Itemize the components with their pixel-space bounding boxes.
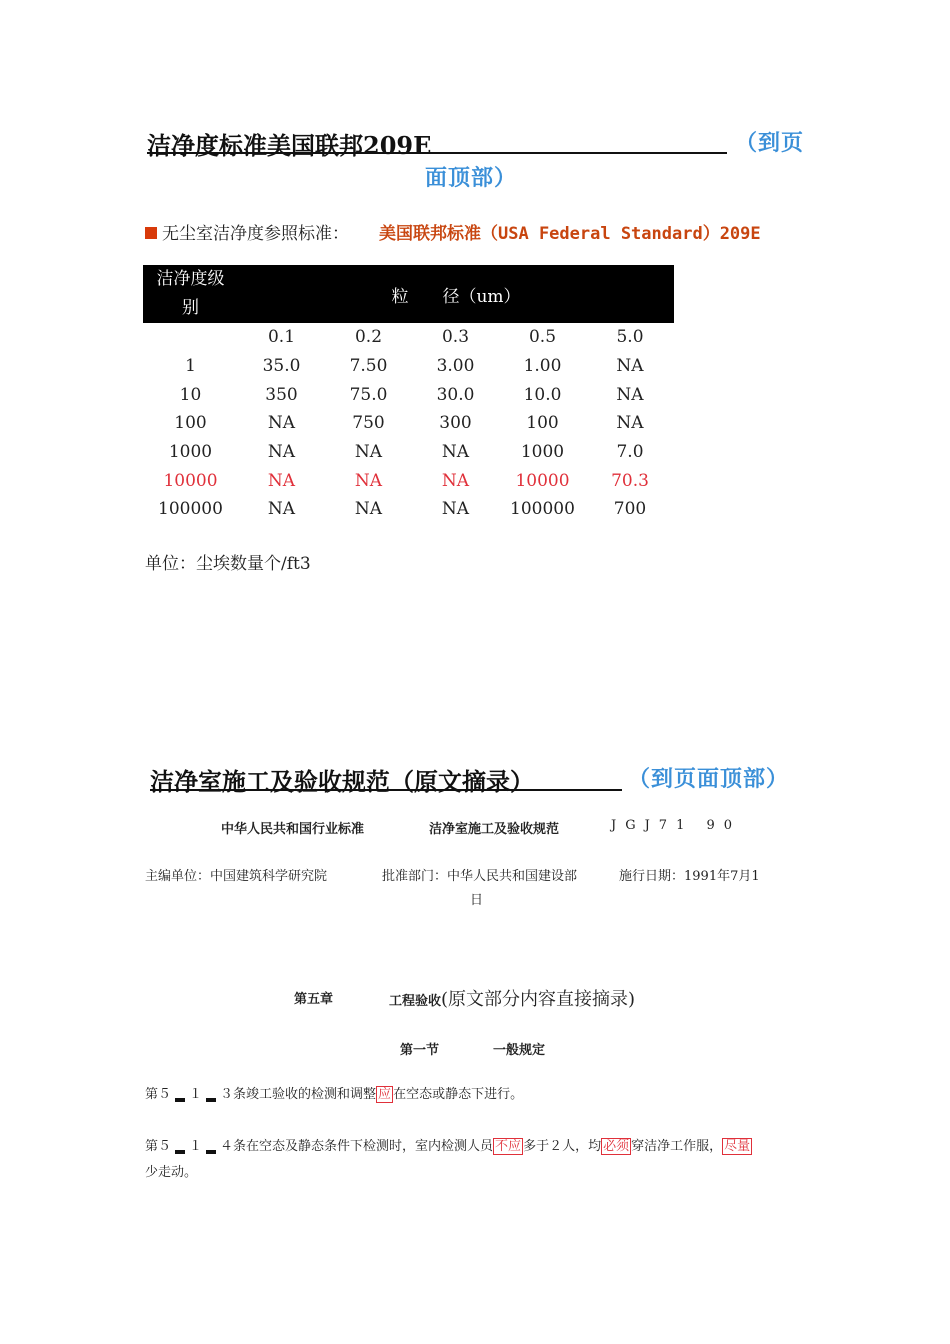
table-cell: 100 <box>526 413 559 434</box>
effective-date: 施行日期：1991年7月1 <box>619 869 760 884</box>
table-cell: 300 <box>439 413 472 434</box>
clause-prefix: 第５ <box>145 1087 172 1102</box>
header-particle-size: 粒 径（um） <box>238 265 674 323</box>
table-cell: 30.0 <box>436 384 475 405</box>
table-cell: 10.0 <box>523 384 562 405</box>
table-cell: NA <box>616 356 644 377</box>
table-cell: 1000 <box>520 442 565 463</box>
clause-text: 穿洁净工作服， <box>631 1139 723 1154</box>
separator-mark <box>175 1098 185 1102</box>
title-underline <box>147 152 727 154</box>
clause-prefix: 第５ <box>145 1139 172 1154</box>
table-row <box>143 409 674 438</box>
header-grade: 洁净度级 别 <box>143 265 238 323</box>
section-number: 第一节 <box>400 1043 440 1058</box>
back-to-top-link-2[interactable]: （到页面顶部） <box>628 767 790 792</box>
section2-title: 洁净室施工及验收规范（原文摘录） <box>150 767 534 796</box>
square-bullet-icon <box>145 227 157 239</box>
table-cell: NA <box>267 499 296 520</box>
table-cell: NA <box>441 442 470 463</box>
table-cell: 0.1 <box>267 327 296 348</box>
separator-mark <box>206 1098 216 1102</box>
table-cell: NA <box>267 470 296 491</box>
table-cell: NA <box>354 470 383 491</box>
reference-label: 无尘室洁净度参照标准： <box>162 224 349 244</box>
boxed-term: 必须 <box>603 1139 630 1154</box>
standard-name: 洁净室施工及验收规范 <box>429 822 560 837</box>
grade-cell: 1 <box>185 356 196 377</box>
section1-title: 洁净度标准美国联邦209E <box>147 131 432 160</box>
clause-5-1-3 <box>145 1082 523 1108</box>
table-cell: 7.0 <box>616 442 644 463</box>
table-cell: 750 <box>352 413 385 434</box>
grade-cell: 100000 <box>158 499 223 520</box>
separator-mark <box>175 1150 185 1154</box>
standard-org: 中华人民共和国行业标准 <box>221 822 365 837</box>
separator-mark <box>206 1150 216 1154</box>
clause-text: 在空态或静态下进行。 <box>393 1087 524 1102</box>
table-cell: NA <box>441 470 470 491</box>
table-cell: 5.0 <box>616 327 644 348</box>
editor-unit: 主编单位：中国建筑科学研究院 <box>145 869 328 884</box>
table-cell: 0.3 <box>441 327 470 348</box>
table-cell: 700 <box>613 499 647 520</box>
table-cell: NA <box>441 499 470 520</box>
boxed-term: 应 <box>378 1087 392 1102</box>
chapter-heading <box>389 985 635 1011</box>
table-cell: 0.2 <box>354 327 383 348</box>
table-cell: 7.50 <box>349 356 388 377</box>
table-size-row <box>143 323 674 352</box>
boxed-term: 不应 <box>495 1139 522 1154</box>
table-cell: 3.00 <box>436 356 475 377</box>
table-cell: 35.0 <box>262 356 301 377</box>
reference-value: 美国联邦标准（USA Federal Standard）209E <box>379 224 761 244</box>
clause-text: 多于２人，均 <box>523 1139 602 1154</box>
chapter-note: (原文部分内容直接摘录) <box>441 989 636 1010</box>
table-cell <box>143 323 238 352</box>
table-row <box>143 466 674 495</box>
section-title: 一般规定 <box>493 1043 546 1058</box>
table-cell: NA <box>354 499 383 520</box>
clause-5-1-4 <box>145 1134 805 1186</box>
table-cell: 1.00 <box>523 356 562 377</box>
table-row <box>143 380 674 409</box>
standard-code: JGJ71 90 <box>611 818 742 833</box>
clause-mid: １ <box>189 1087 203 1102</box>
clause-text: ３条竣工验收的检测和调整 <box>220 1087 377 1102</box>
table-cell: NA <box>267 413 296 434</box>
table-cell: NA <box>616 384 644 405</box>
chapter-title: 工程验收 <box>389 994 442 1009</box>
back-to-top-link-1b[interactable]: 面顶部） <box>425 166 518 191</box>
boxed-term: 尽量 <box>724 1139 751 1154</box>
grade-cell: 10 <box>179 384 202 405</box>
table-row <box>143 438 674 467</box>
title-underline <box>150 789 622 791</box>
table-cell: NA <box>616 413 644 434</box>
table-cell: NA <box>354 442 383 463</box>
reference-standard-line <box>145 219 761 244</box>
clause-mid: １ <box>189 1139 203 1154</box>
chapter-number: 第五章 <box>294 992 334 1007</box>
table-cell: 350 <box>265 384 298 405</box>
cleanliness-table <box>143 265 674 524</box>
unit-note: 单位：尘埃数量个/ft3 <box>145 554 311 574</box>
effective-date-cont: 日 <box>470 893 484 908</box>
grade-cell: 1000 <box>168 442 213 463</box>
table-cell: NA <box>267 442 296 463</box>
clause-text: ４条在空态及静态条件下检测时，室内检测人员 <box>220 1139 494 1154</box>
grade-cell: 100 <box>174 413 207 434</box>
table-cell: 70.3 <box>611 470 649 491</box>
table-row <box>143 352 674 381</box>
table-row <box>143 495 674 524</box>
grade-cell: 10000 <box>163 470 218 491</box>
table-cell: 75.0 <box>349 384 388 405</box>
table-header-row <box>143 265 674 323</box>
table-cell: 100000 <box>510 499 575 520</box>
approval-dept: 批准部门：中华人民共和国建设部 <box>382 869 578 884</box>
table-cell: 10000 <box>515 470 570 491</box>
clause-text: 少走动。 <box>145 1165 198 1180</box>
table-cell: 0.5 <box>528 327 557 348</box>
back-to-top-link-1a[interactable]: （到页 <box>735 131 805 156</box>
